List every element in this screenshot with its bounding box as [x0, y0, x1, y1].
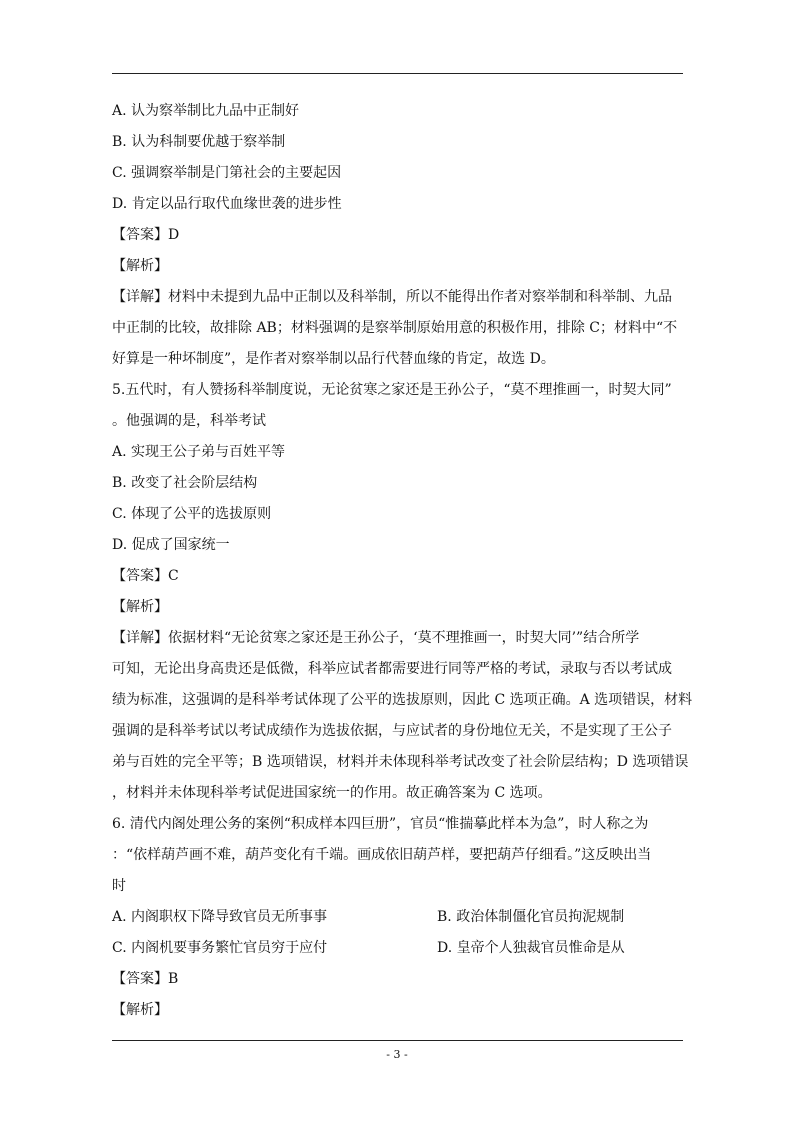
q5-stem-line: 5.五代时，有人赞扬科举制度说，无论贫寒之家还是王孙公子，“莫不理推画一，时契大同”: [112, 382, 672, 398]
q6-option-d: D. 皇帝个人独裁官员惟命是从: [437, 940, 625, 956]
q5-option-d: D. 促成了国家统一: [112, 537, 230, 553]
q6-option-b: B. 政治体制僵化官员拘泥规制: [437, 909, 625, 925]
q5-detail-line: 绩为标准，这强调的是科举考试体现了公平的选拔原则，因此 C 选项正确。A 选项错误，材料: [112, 692, 693, 708]
footer-rule: [112, 1040, 683, 1041]
q6-answer: 【答案】B: [112, 971, 179, 987]
document-body: [112, 96, 693, 1026]
q5-detail-line: ，材料并未体现科举考试促进国家统一的作用。故正确答案为 C 选项。: [112, 785, 552, 801]
q5-option-c: C. 体现了公平的选拔原则: [112, 506, 272, 522]
q4-option-c: C. 强调察举制是门第社会的主要起因: [112, 165, 342, 181]
q6-analysis-label: 【解析】: [112, 1002, 168, 1018]
q6-option-c: C. 内阁机要事务繁忙官员穷于应付: [112, 940, 328, 956]
q6-stem-line: ：“依样葫芦画不难，葫芦变化有千端。画成依旧葫芦样，要把葫芦仔细看。”这反映出当: [112, 847, 652, 863]
q5-detail-line: 弟与百姓的完全平等；B 选项错误，材料并未体现科举考试改变了社会阶层结构；D 选项错误: [112, 754, 689, 770]
q5-analysis-label: 【解析】: [112, 599, 168, 615]
q4-detail-line: 中正制的比较，故排除 AB；材料强调的是察举制原始用意的积极作用，排除 C；材料中“不: [112, 320, 678, 336]
q6-options-row: [112, 902, 687, 933]
q5-detail-line: 【详解】依据材料“无论贫寒之家还是王孙公子，‘莫不理推画一，时契大同’”结合所学: [112, 630, 640, 646]
q6-option-a: A. 内阁职权下降导致官员无所事事: [112, 909, 328, 925]
q5-option-a: A. 实现王公子弟与百姓平等: [112, 444, 286, 460]
q5-detail-line: 强调的是科举考试以考试成绩作为选拔依据，与应试者的身份地位无关，不是实现了王公子: [112, 723, 672, 739]
q6-options-row: [112, 933, 687, 964]
header-rule: [112, 73, 683, 74]
q4-analysis-label: 【解析】: [112, 258, 168, 274]
q5-option-b: B. 改变了社会阶层结构: [112, 475, 258, 491]
q6-stem-line: 时: [112, 878, 126, 894]
page-number: - 3 -: [386, 1048, 408, 1061]
q4-option-a: A. 认为察举制比九品中正制好: [112, 103, 300, 119]
q4-detail-line: 好算是一种坏制度”，是作者对察举制以品行代替血缘的肯定，故选 D。: [112, 351, 555, 367]
q4-answer: 【答案】D: [112, 227, 180, 243]
q5-answer: 【答案】C: [112, 568, 179, 584]
q4-option-d: D. 肯定以品行取代血缘世袭的进步性: [112, 196, 342, 212]
q4-detail-line: 【详解】材料中未提到九品中正制以及科举制，所以不能得出作者对察举制和科举制、九品: [112, 289, 672, 305]
q5-stem-line: 。他强调的是，科举考试: [112, 413, 266, 429]
q4-option-b: B. 认为科制要优越于察举制: [112, 134, 286, 150]
q5-detail-line: 可知，无论出身高贵还是低微，科举应试者都需要进行同等严格的考试，录取与否以考试成: [112, 661, 672, 677]
q6-stem-line: 6. 清代内阁处理公务的案例“积成样本四巨册”，官员“惟揣摹此样本为急”，时人称之为: [112, 816, 649, 832]
